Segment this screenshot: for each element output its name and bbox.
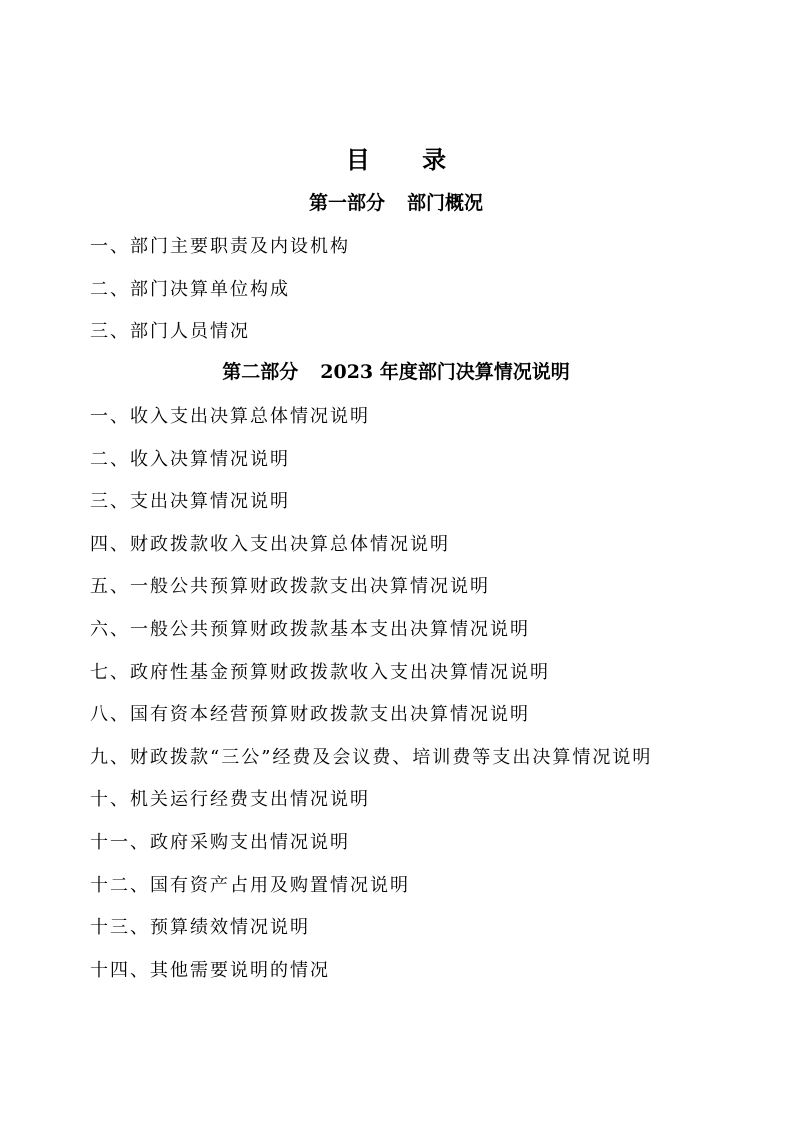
toc-item: 三、支出决算情况说明 [90, 491, 290, 513]
toc-item: 四、财政拨款收入支出决算总体情况说明 [90, 533, 450, 555]
toc-item: 六、一般公共预算财政拨款基本支出决算情况说明 [90, 618, 530, 640]
toc-item: 十一、政府采购支出情况说明 [90, 831, 350, 853]
part2-toc-list [90, 403, 770, 999]
toc-item: 七、政府性基金预算财政拨款收入支出决算情况说明 [90, 661, 550, 683]
toc-title: 目 录 [345, 145, 469, 174]
part2-title: 2023 年度部门决算情况说明 [320, 361, 570, 383]
part1-label: 第一部分 [308, 192, 385, 214]
toc-item: 一、收入支出决算总体情况说明 [90, 406, 370, 427]
part1-heading [0, 189, 792, 217]
toc-item: 九、财政拨款“三公”经费及会议费、培训费等支出决算情况说明 [90, 746, 653, 768]
toc-item: 二、部门决算单位构成 [90, 278, 290, 300]
part1-title: 部门概况 [407, 192, 484, 214]
toc-item: 三、部门人员情况 [90, 321, 250, 342]
toc-item: 十四、其他需要说明的情况 [90, 959, 330, 981]
toc-item: 一、部门主要职责及内设机构 [90, 236, 350, 257]
toc-item: 二、收入决算情况说明 [90, 448, 290, 470]
toc-item: 十三、预算绩效情况说明 [90, 917, 310, 939]
toc-item: 十、机关运行经费支出情况说明 [90, 789, 370, 811]
toc-item: 五、一般公共预算财政拨款支出决算情况说明 [90, 576, 490, 598]
part2-heading [0, 358, 792, 386]
toc-item: 十二、国有资产占用及购置情况说明 [90, 874, 410, 896]
part2-label: 第二部分 [222, 361, 299, 383]
toc-item: 八、国有资本经营预算财政拨款支出决算情况说明 [90, 704, 530, 726]
part1-toc-list [90, 233, 770, 361]
